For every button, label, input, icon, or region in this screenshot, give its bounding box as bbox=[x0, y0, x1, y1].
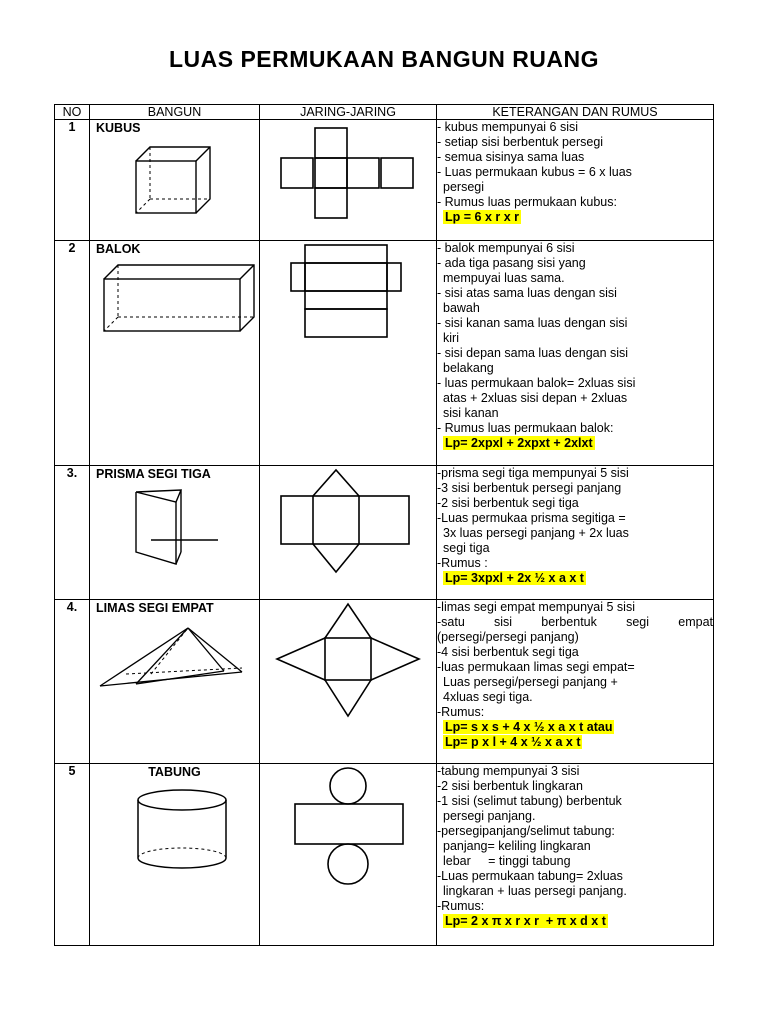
desc-line: mempuyai luas sama. bbox=[443, 271, 565, 285]
desc-line: -2 sisi berbentuk segi tiga bbox=[437, 496, 579, 510]
desc-line: - Rumus luas permukaan balok: bbox=[437, 421, 614, 435]
desc-line: bawah bbox=[443, 301, 480, 315]
desc-line: -2 sisi berbentuk lingkaran bbox=[437, 779, 583, 793]
desc-line: - sisi atas sama luas dengan sisi bbox=[437, 286, 617, 300]
triangular-prism-illustration bbox=[96, 482, 236, 572]
desc-line: lingkaran + luas persegi panjang. bbox=[443, 884, 627, 898]
row-number: 1 bbox=[55, 120, 90, 241]
desc-line: sisi kanan bbox=[443, 406, 499, 420]
desc-line: - ada tiga pasang sisi yang bbox=[437, 256, 586, 270]
header-no: NO bbox=[55, 105, 90, 120]
cuboid-net-illustration bbox=[273, 241, 423, 341]
desc-line: -limas segi empat mempunyai 5 sisi bbox=[437, 600, 635, 614]
desc-line: 4xluas segi tiga. bbox=[443, 690, 533, 704]
bangun-name: PRISMA SEGI TIGA bbox=[96, 467, 211, 481]
desc-line: -Luas permukaan tabung= 2xluas bbox=[437, 869, 623, 883]
table-row-kubus bbox=[55, 120, 714, 241]
bangun-cell bbox=[90, 764, 260, 946]
page-title: LUAS PERMUKAAN BANGUN RUANG bbox=[168, 46, 600, 72]
formula-highlight: Lp= p x l + 4 x ½ x a x t bbox=[445, 735, 581, 749]
row-number: 3. bbox=[55, 466, 90, 600]
bangun-name: BALOK bbox=[96, 242, 141, 256]
desc-line: -persegipanjang/selimut tabung: bbox=[437, 824, 615, 838]
desc-line: Luas persegi/persegi panjang + bbox=[443, 675, 618, 689]
bangun-cell bbox=[90, 241, 260, 466]
desc-line: 3x luas persegi panjang + 2x luas bbox=[443, 526, 629, 540]
desc-line: -prisma segi tiga mempunyai 5 sisi bbox=[437, 466, 629, 480]
row-number: 2 bbox=[55, 241, 90, 466]
keterangan-cell bbox=[437, 466, 714, 600]
formula-highlight: Lp= 2 x π x r x r + π x d x t bbox=[445, 914, 606, 928]
table-row-prisma bbox=[55, 466, 714, 600]
table-row-limas bbox=[55, 600, 714, 764]
jaring-cell bbox=[260, 120, 437, 241]
formula-highlight: Lp = 6 x r x r bbox=[445, 210, 519, 224]
jaring-cell bbox=[260, 600, 437, 764]
cuboid-illustration bbox=[96, 257, 256, 337]
desc-line: - Rumus luas permukaan kubus: bbox=[437, 195, 617, 209]
bangun-name: KUBUS bbox=[96, 121, 141, 135]
desc-line: -Rumus : bbox=[437, 556, 488, 570]
desc-line: - sisi kanan sama luas dengan sisi bbox=[437, 316, 628, 330]
desc-line: - Luas permukaan kubus = 6 x luas bbox=[437, 165, 632, 179]
bangun-cell bbox=[90, 466, 260, 600]
desc-line: atas + 2xluas sisi depan + 2xluas bbox=[443, 391, 628, 405]
header-keterangan: KETERANGAN DAN RUMUS bbox=[437, 105, 714, 120]
table-row-balok bbox=[55, 241, 714, 466]
keterangan-cell bbox=[437, 120, 714, 241]
desc-line: -Rumus: bbox=[437, 705, 485, 719]
desc-line: - semua sisinya sama luas bbox=[437, 150, 585, 164]
desc-line: persegi bbox=[443, 180, 484, 194]
bangun-cell bbox=[90, 600, 260, 764]
prism-net-illustration bbox=[273, 466, 423, 586]
formula-highlight: Lp= 2xpxl + 2xpxt + 2xlxt bbox=[445, 436, 593, 450]
desc-line: -luas permukaan limas segi empat= bbox=[437, 660, 635, 674]
row-number: 4. bbox=[55, 600, 90, 764]
desc-line: - luas permukaan balok= 2xluas sisi bbox=[437, 376, 636, 390]
bangun-name: TABUNG bbox=[148, 765, 201, 779]
jaring-cell bbox=[260, 466, 437, 600]
desc-line: belakang bbox=[443, 361, 494, 375]
surface-area-table bbox=[54, 104, 714, 946]
jaring-cell bbox=[260, 764, 437, 946]
header-bangun: BANGUN bbox=[90, 105, 260, 120]
desc-line: -tabung mempunyai 3 sisi bbox=[437, 764, 580, 778]
keterangan-cell bbox=[437, 764, 714, 946]
formula-highlight: Lp= 3xpxl + 2x ½ x a x t bbox=[445, 571, 584, 585]
bangun-cell bbox=[90, 120, 260, 241]
jaring-cell bbox=[260, 241, 437, 466]
desc-line: -Rumus: bbox=[437, 899, 485, 913]
desc-line: -Luas permukaa prisma segitiga = bbox=[437, 511, 626, 525]
desc-line: - kubus mempunyai 6 sisi bbox=[437, 120, 579, 134]
desc-line: lebar = tinggi tabung bbox=[443, 854, 571, 868]
desc-line: - setiap sisi berbentuk persegi bbox=[437, 135, 604, 149]
bangun-name: LIMAS SEGI EMPAT bbox=[96, 601, 214, 615]
table-row-tabung bbox=[55, 764, 714, 946]
desc-line: -1 sisi (selimut tabung) berbentuk bbox=[437, 794, 622, 808]
desc-line: -satu sisi berbentuk segi empat bbox=[437, 615, 713, 629]
desc-line: -4 sisi berbentuk segi tiga bbox=[437, 645, 579, 659]
formula-highlight: Lp= s x s + 4 x ½ x a x t atau bbox=[445, 720, 613, 734]
desc-line: -3 sisi berbentuk persegi panjang bbox=[437, 481, 622, 495]
row-number: 5 bbox=[55, 764, 90, 946]
desc-line: - sisi depan sama luas dengan sisi bbox=[437, 346, 629, 360]
desc-line: (persegi/persegi panjang) bbox=[437, 630, 579, 644]
cube-illustration bbox=[96, 136, 226, 216]
desc-line: segi tiga bbox=[443, 541, 490, 555]
keterangan-cell bbox=[437, 600, 714, 764]
cube-net-illustration bbox=[273, 120, 423, 225]
cylinder-net-illustration bbox=[273, 764, 423, 889]
desc-line: - balok mempunyai 6 sisi bbox=[437, 241, 575, 255]
desc-line: persegi panjang. bbox=[443, 809, 536, 823]
cylinder-illustration bbox=[96, 780, 246, 875]
header-jaring: JARING-JARING bbox=[260, 105, 437, 120]
desc-line: panjang= keliling lingkaran bbox=[443, 839, 591, 853]
pyramid-net-illustration bbox=[273, 600, 423, 720]
desc-line: kiri bbox=[443, 331, 459, 345]
square-pyramid-illustration bbox=[96, 616, 246, 696]
table-header-row bbox=[55, 105, 714, 120]
keterangan-cell bbox=[437, 241, 714, 466]
